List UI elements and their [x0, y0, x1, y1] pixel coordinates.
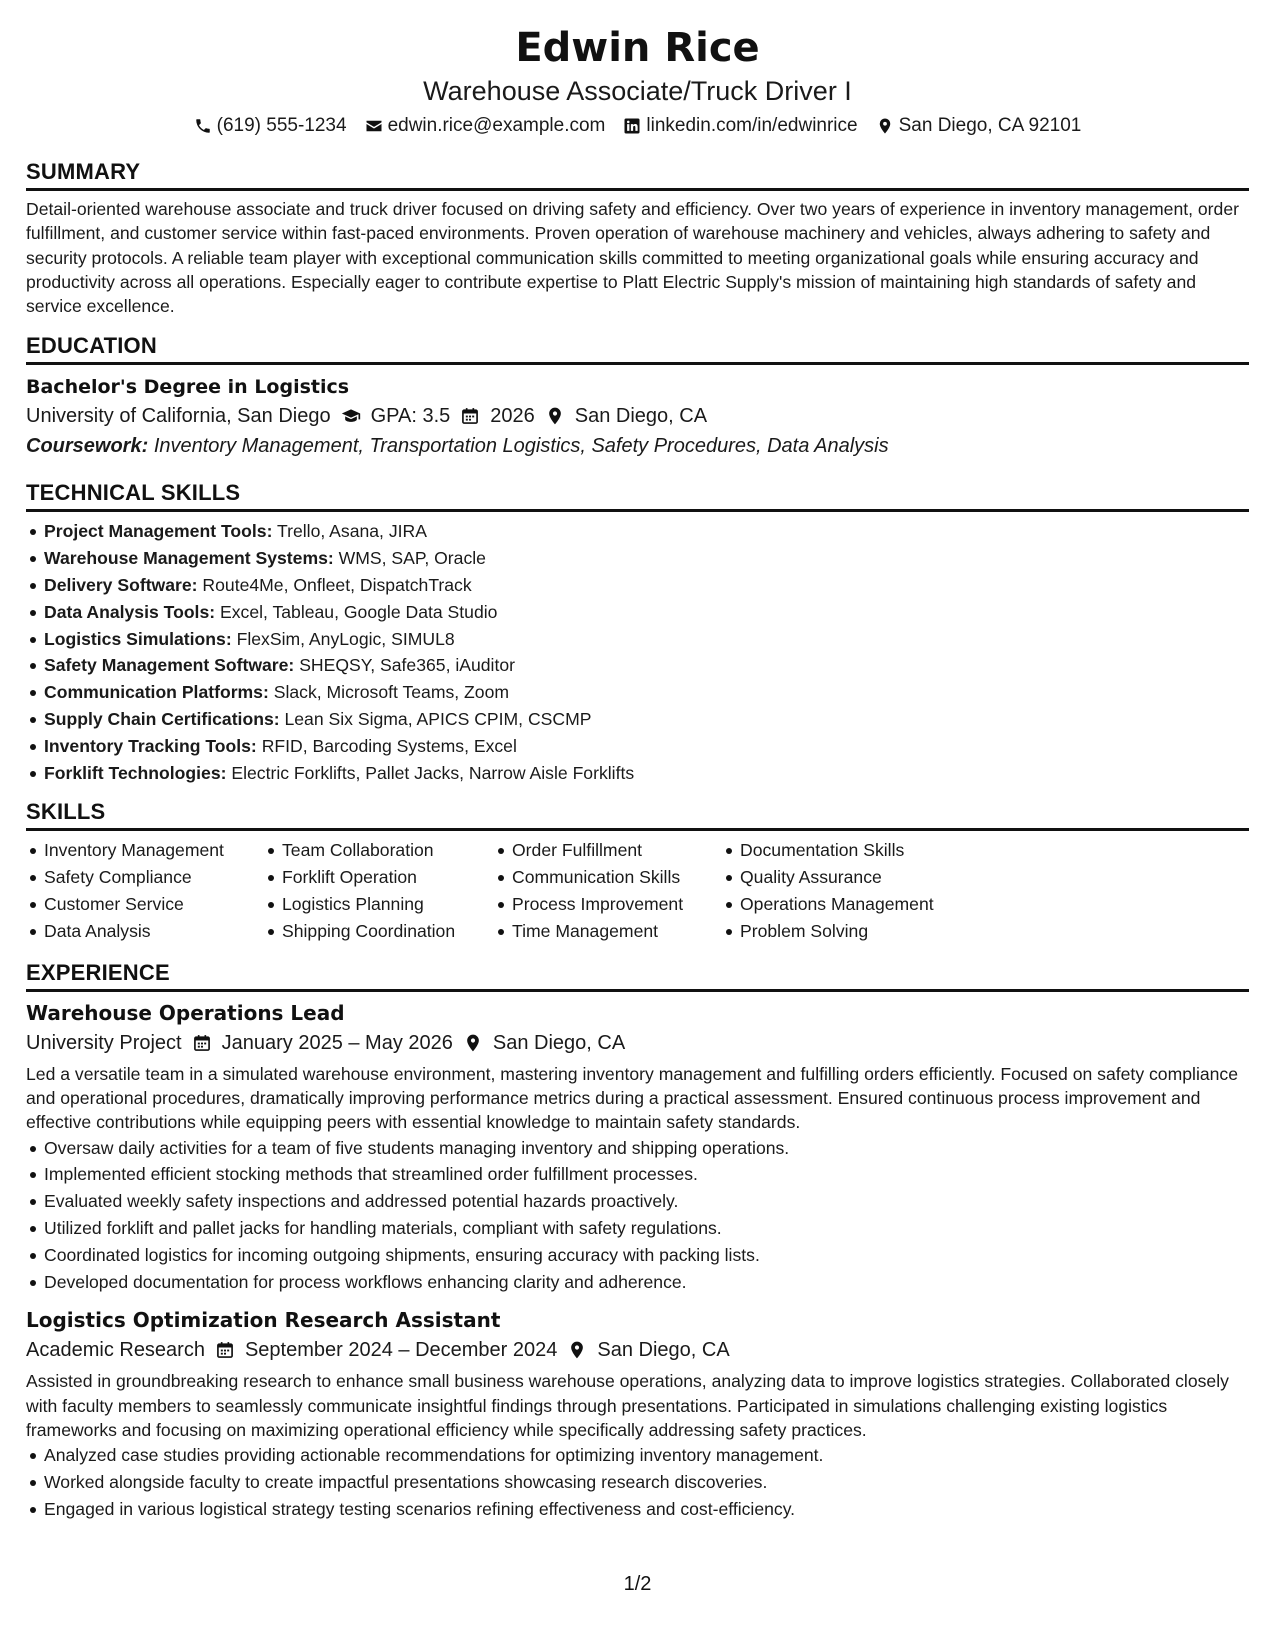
skill-category: Warehouse Management Systems:	[44, 548, 334, 569]
job-description: Assisted in groundbreaking research to enhance small business warehouse operations, analyzing data to improve logistics strategies. Collaborated closely with faculty members to seamlessly communicate insightful findings through presentations. Participated in simulations challenging existing logistics frameworks and focusing on maximizing operational efficiency while specifically addressing safety practices.	[26, 1371, 1229, 1440]
location-text: San Diego, CA 92101	[898, 115, 1082, 136]
technical-skills-list	[26, 518, 1249, 786]
job-meta	[26, 1028, 1249, 1058]
job-title: Logistics Optimization Research Assistant	[26, 1308, 501, 1333]
job-dates: January 2025 – May 2026	[221, 1031, 453, 1054]
experience-heading: EXPERIENCE	[26, 959, 1249, 992]
skill-values: FlexSim, AnyLogic, SIMUL8	[236, 628, 455, 649]
list-item: Order Fulfillment	[512, 837, 722, 864]
list-item	[44, 599, 1249, 626]
list-item: Problem Solving	[740, 918, 1000, 945]
list-item: Process Improvement	[512, 891, 722, 918]
candidate-title: Warehouse Associate/Truck Driver I	[423, 76, 852, 106]
education-heading: EDUCATION	[26, 332, 1249, 365]
summary-section	[26, 158, 1249, 318]
skills-grid	[26, 837, 1249, 944]
list-item: Data Analysis	[44, 918, 264, 945]
list-item: Analyzed case studies providing actionable recommendations for optimizing inventory management.	[44, 1442, 1249, 1469]
calendar-icon	[460, 406, 480, 426]
skills-column	[494, 837, 722, 944]
skill-category: Forklift Technologies:	[44, 762, 227, 783]
list-item: Worked alongside faculty to create impactful presentations showcasing research discoveries.	[44, 1469, 1249, 1496]
skill-category: Delivery Software:	[44, 575, 198, 596]
education-section	[26, 332, 1249, 461]
list-item	[44, 760, 1249, 787]
job-location: San Diego, CA	[597, 1339, 730, 1362]
contact-linkedin[interactable]	[623, 112, 857, 140]
list-item	[44, 572, 1249, 599]
experience-section	[26, 959, 1249, 1523]
email-text[interactable]: edwin.rice@example.com	[387, 115, 606, 136]
candidate-name: Edwin Rice	[515, 25, 760, 71]
job-bullets	[26, 1135, 1249, 1296]
skills-column	[264, 837, 494, 944]
list-item: Forklift Operation	[282, 864, 494, 891]
skill-category: Logistics Simulations:	[44, 628, 232, 649]
skill-values: SHEQSY, Safe365, iAuditor	[299, 655, 516, 676]
list-item: Implemented efficient stocking methods that streamlined order fulfillment processes.	[44, 1161, 1249, 1188]
list-item: Coordinated logistics for incoming outgoing shipments, ensuring accuracy with packing lists.	[44, 1242, 1249, 1269]
list-item	[44, 518, 1249, 545]
list-item: Quality Assurance	[740, 864, 1000, 891]
skill-values: WMS, SAP, Oracle	[338, 548, 486, 569]
skill-category: Inventory Tracking Tools:	[44, 735, 257, 756]
list-item	[44, 626, 1249, 653]
list-item: Time Management	[512, 918, 722, 945]
education-meta	[26, 401, 1249, 431]
skill-values: RFID, Barcoding Systems, Excel	[261, 735, 517, 756]
technical-skills-heading: TECHNICAL SKILLS	[26, 479, 1249, 512]
job-location: San Diego, CA	[492, 1031, 626, 1054]
skill-values: Slack, Microsoft Teams, Zoom	[273, 682, 510, 703]
graduation-year: 2026	[490, 405, 535, 428]
summary-text: Detail-oriented warehouse associate and truck driver focused on driving safety and efficiency. Over two years of experience in inventory management, order fulfillment, and customer service within fast-paced environments. Proven operation of warehouse machinery and vehicles, always adhering to safety and security protocols. A reliable team player with exceptional communication skills committed to meeting organizational goals while ensuring accuracy and productivity across all operations. Especially eager to contribute expertise to Platt Electric Supply's mission of maintaining high standards of safety and service excellence.	[26, 199, 1239, 317]
list-item: Evaluated weekly safety inspections and addressed potential hazards proactively.	[44, 1188, 1249, 1215]
job-meta	[26, 1335, 1249, 1365]
job-org: University Project	[26, 1031, 182, 1054]
linkedin-icon	[623, 117, 641, 135]
list-item: Oversaw daily activities for a team of five students managing inventory and shipping operations.	[44, 1135, 1249, 1162]
coursework-list: Inventory Management, Transportation Logistics, Safety Procedures, Data Analysis	[153, 435, 889, 458]
skills-column	[26, 837, 264, 944]
skill-values: Electric Forklifts, Pallet Jacks, Narrow Aisle Forklifts	[231, 762, 635, 783]
list-item: Developed documentation for process workflows enhancing clarity and adherence.	[44, 1269, 1249, 1296]
job-entry	[26, 1305, 1249, 1522]
list-item	[44, 733, 1249, 760]
skill-category: Supply Chain Certifications:	[44, 709, 280, 730]
list-item: Inventory Management	[44, 837, 264, 864]
skill-category: Project Management Tools:	[44, 521, 273, 542]
coursework-label: Coursework:	[26, 435, 149, 458]
job-title: Warehouse Operations Lead	[26, 1000, 345, 1025]
contact-phone	[194, 112, 347, 140]
list-item: Utilized forklift and pallet jacks for handling materials, compliant with safety regulations.	[44, 1215, 1249, 1242]
list-item	[44, 545, 1249, 572]
skills-heading: SKILLS	[26, 798, 1249, 831]
skill-values: Lean Six Sigma, APICS CPIM, CSCMP	[284, 709, 592, 730]
map-pin-icon	[567, 1340, 587, 1360]
technical-skills-section	[26, 479, 1249, 786]
job-org: Academic Research	[26, 1339, 205, 1362]
skill-values: Route4Me, Onfleet, DispatchTrack	[202, 575, 472, 596]
contact-email[interactable]	[365, 112, 606, 140]
job-dates: September 2024 – December 2024	[244, 1339, 558, 1362]
graduation-cap-icon	[341, 406, 361, 426]
list-item: Shipping Coordination	[282, 918, 494, 945]
contact-bar	[26, 112, 1249, 140]
envelope-icon	[365, 117, 383, 135]
skills-column	[722, 837, 1000, 944]
calendar-icon	[215, 1340, 235, 1360]
skills-section	[26, 798, 1249, 944]
map-pin-icon	[876, 117, 894, 135]
skill-values: Trello, Asana, JIRA	[277, 521, 427, 542]
page-number: 1/2	[623, 1573, 652, 1595]
degree-title: Bachelor's Degree in Logistics	[26, 376, 350, 399]
education-location: San Diego, CA	[574, 405, 708, 428]
list-item: Operations Management	[740, 891, 1000, 918]
skill-values: Excel, Tableau, Google Data Studio	[219, 601, 498, 622]
list-item: Safety Compliance	[44, 864, 264, 891]
list-item	[44, 706, 1249, 733]
list-item: Logistics Planning	[282, 891, 494, 918]
phone-text: (619) 555-1234	[216, 115, 347, 136]
contact-location	[876, 112, 1082, 140]
list-item: Team Collaboration	[282, 837, 494, 864]
summary-heading: SUMMARY	[26, 158, 1249, 191]
map-pin-icon	[463, 1033, 483, 1053]
list-item	[44, 652, 1249, 679]
calendar-icon	[192, 1033, 212, 1053]
list-item: Communication Skills	[512, 864, 722, 891]
gpa-text: GPA: 3.5	[370, 405, 451, 428]
job-description: Led a versatile team in a simulated warehouse environment, mastering inventory management and fulfilling orders efficiently. Focused on safety compliance and operational procedures, dramatically improving performance metrics during a practical assessment. Ensured continuous process improvement and effective contributions while equipping peers with essential knowledge to maintain safety standards.	[26, 1063, 1239, 1133]
skill-category: Communication Platforms:	[44, 682, 269, 703]
linkedin-text[interactable]: linkedin.com/in/edwinrice	[646, 115, 858, 136]
skill-category: Data Analysis Tools:	[44, 601, 216, 622]
list-item	[44, 679, 1249, 706]
list-item: Customer Service	[44, 891, 264, 918]
coursework-line	[26, 431, 1249, 461]
school-name: University of California, San Diego	[26, 405, 331, 428]
job-bullets	[26, 1442, 1249, 1522]
phone-icon	[194, 117, 212, 135]
list-item: Engaged in various logistical strategy testing scenarios refining effectiveness and cost-efficiency.	[44, 1496, 1249, 1523]
skill-category: Safety Management Software:	[44, 655, 295, 676]
list-item: Documentation Skills	[740, 837, 1000, 864]
job-entry	[26, 998, 1249, 1296]
map-pin-icon	[545, 406, 565, 426]
